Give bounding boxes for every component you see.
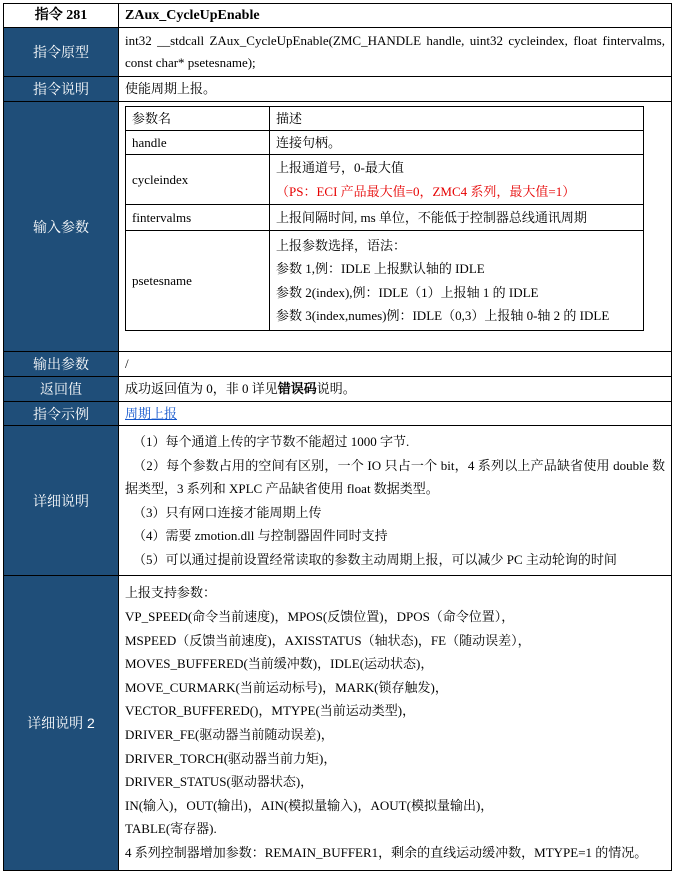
description-label: 指令说明 bbox=[4, 77, 119, 102]
param-name: cycleindex bbox=[126, 155, 270, 205]
example-link[interactable]: 周期上报 bbox=[125, 405, 178, 421]
example-row bbox=[4, 402, 672, 426]
details-line: （2）每个参数占用的空间有区别，一个 IO 只占一个 bit，4 系列以上产品缺省使用 double 数据类型，3 系列和 XPLC 产品缺省使用 float 数据类型。 bbox=[125, 457, 665, 496]
param-desc: 连接句柄。 bbox=[270, 131, 644, 155]
prototype-label: 指令原型 bbox=[4, 28, 119, 77]
prototype-text: int32 __stdcall ZAux_CycleUpEnable(ZMC_HANDLE handle, uint32 cycleindex, float fintervalms, const char* psetesname); bbox=[119, 28, 672, 77]
output-row bbox=[4, 352, 672, 377]
details-line: （5）可以通过提前设置经常读取的参数主动周期上报，可以减少 PC 主动轮询的时间 bbox=[133, 551, 617, 567]
input-label: 输入参数 bbox=[4, 102, 119, 352]
param-table bbox=[125, 106, 644, 331]
param-name: handle bbox=[126, 131, 270, 155]
example-label: 指令示例 bbox=[4, 402, 119, 426]
param-name: psetesname bbox=[126, 231, 270, 331]
details2-row bbox=[4, 576, 672, 871]
details-line: （4）需要 zmotion.dll 与控制器固件同时支持 bbox=[133, 528, 388, 543]
details-row bbox=[4, 426, 672, 576]
return-row bbox=[4, 377, 672, 402]
param-desc-header: 描述 bbox=[270, 107, 644, 131]
input-row bbox=[4, 102, 672, 352]
details2-line: DRIVER_STATUS(驱动器状态)， bbox=[125, 774, 314, 790]
details2-line: DRIVER_TORCH(驱动器当前力矩)， bbox=[125, 750, 337, 766]
prototype-row bbox=[4, 28, 672, 77]
param-row bbox=[126, 231, 644, 331]
param-desc-line: 参数 1,例：IDLE 上报默认轴的 IDLE bbox=[276, 261, 485, 276]
return-text-post: 说明。 bbox=[316, 381, 356, 396]
api-doc bbox=[3, 3, 672, 871]
param-row bbox=[126, 205, 644, 231]
param-desc-line: 参数 3(index,numes)例：IDLE（0,3）上报轴 0-轴 2 的 IDLE bbox=[276, 308, 610, 323]
error-code-term: 错误码 bbox=[277, 381, 317, 396]
param-desc-line: 上报通道号，0-最大值 bbox=[276, 160, 404, 175]
param-desc bbox=[270, 231, 644, 331]
input-cell bbox=[119, 102, 672, 352]
api-table bbox=[3, 3, 672, 871]
details2-line: DRIVER_FE(驱动器当前随动误差)， bbox=[125, 727, 334, 742]
details2-line: MOVES_BUFFERED(当前缓冲数)，IDLE(运动状态)， bbox=[125, 656, 434, 672]
command-number: 指令 281 bbox=[4, 4, 119, 28]
details-cell bbox=[119, 426, 672, 576]
return-label: 返回值 bbox=[4, 377, 119, 402]
details2-label: 详细说明 2 bbox=[4, 576, 119, 871]
param-row bbox=[126, 131, 644, 155]
output-text: / bbox=[119, 352, 672, 377]
details-line: （1）每个通道上传的字节数不能超过 1000 字节. bbox=[133, 434, 410, 449]
output-label: 输出参数 bbox=[4, 352, 119, 377]
example-cell bbox=[119, 402, 672, 426]
details2-line: MOVE_CURMARK(当前运动标号)，MARK(锁存触发)， bbox=[125, 679, 448, 695]
details2-line: IN(输入)，OUT(输出)，AIN(模拟量输入)，AOUT(模拟量输出)， bbox=[125, 797, 494, 813]
param-desc-note: （PS：ECI 产品最大值=0，ZMC4 系列，最大值=1） bbox=[276, 183, 576, 199]
header-row bbox=[4, 4, 672, 28]
details2-line: MSPEED（反馈当前速度)，AXISSTATUS（轴状态)，FE（随动误差）， bbox=[125, 632, 531, 648]
param-header-row bbox=[126, 107, 644, 131]
details-label: 详细说明 bbox=[4, 426, 119, 576]
param-desc-line: 上报参数选择，语法： bbox=[276, 237, 407, 253]
details2-line: 上报支持参数： bbox=[125, 585, 217, 601]
description-row bbox=[4, 77, 672, 102]
command-name: ZAux_CycleUpEnable bbox=[119, 4, 672, 28]
details2-line: TABLE(寄存器). bbox=[125, 821, 217, 837]
param-name: fintervalms bbox=[126, 205, 270, 231]
description-text: 使能周期上报。 bbox=[119, 77, 672, 102]
details2-cell bbox=[119, 576, 672, 871]
return-text bbox=[119, 377, 672, 402]
return-text-pre: 成功返回值为 0，非 0 详见 bbox=[125, 381, 278, 396]
param-desc bbox=[270, 155, 644, 205]
details-line: （3）只有网口连接才能周期上传 bbox=[133, 504, 322, 520]
param-desc-line: 参数 2(index),例：IDLE（1）上报轴 1 的 IDLE bbox=[276, 284, 539, 300]
details2-line: 4 系列控制器增加参数：REMAIN_BUFFER1，剩余的直线运动缓冲数，MTYPE=1 的情况。 bbox=[125, 844, 648, 860]
details2-line: VECTOR_BUFFERED()，MTYPE(当前运动类型)， bbox=[125, 703, 416, 719]
param-row bbox=[126, 155, 644, 205]
param-name-header: 参数名 bbox=[126, 107, 270, 131]
details2-line: VP_SPEED(命令当前速度)，MPOS(反馈位置)，DPOS（命令位置）， bbox=[125, 609, 515, 625]
param-desc: 上报间隔时间, ms 单位，不能低于控制器总线通讯周期 bbox=[270, 205, 644, 231]
